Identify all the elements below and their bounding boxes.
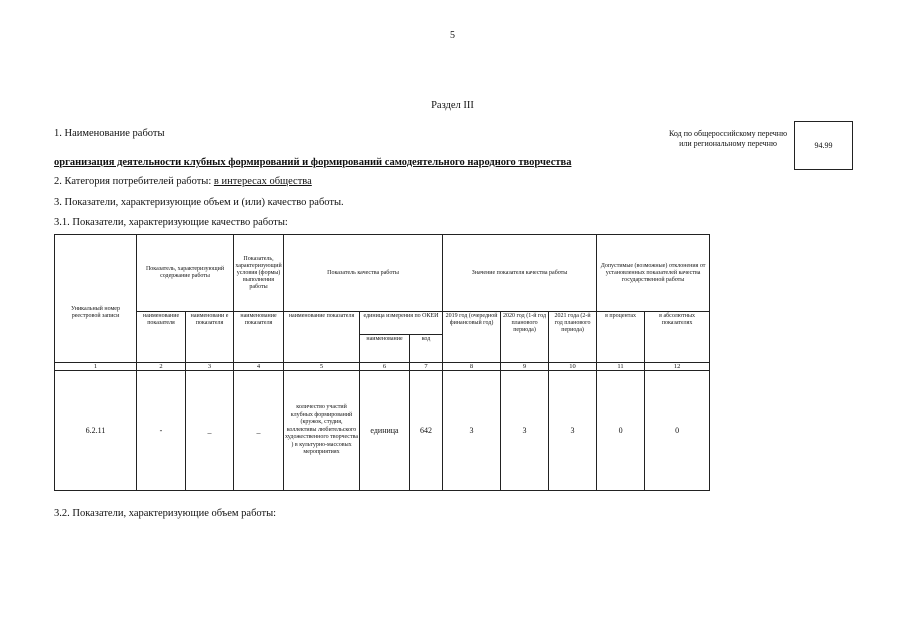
header-name-indicator-2: наименовани е показателя bbox=[186, 312, 234, 363]
work-name-value: организация деятельности клубных формирований и формирований самодеятельного народного творчества bbox=[54, 157, 572, 168]
header-in-percent: в процентах bbox=[597, 312, 645, 363]
section-title: Раздел III bbox=[431, 100, 474, 111]
cell-value-2021: 3 bbox=[549, 371, 597, 491]
cell-value-2020: 3 bbox=[501, 371, 549, 491]
header-year-2019: 2019 год (очередной финансовый год) bbox=[443, 312, 501, 363]
column-number: 11 bbox=[597, 363, 645, 371]
header-row-2 bbox=[55, 312, 710, 335]
header-okei-unit: единица измерения по ОКЕИ bbox=[360, 312, 443, 335]
column-number: 12 bbox=[645, 363, 710, 371]
quality-table bbox=[54, 234, 710, 491]
indicators-heading: 3. Показатели, характеризующие объем и (или) качество работы. bbox=[54, 197, 344, 208]
cell-unit: единица bbox=[360, 371, 410, 491]
cell-value-2019: 3 bbox=[443, 371, 501, 491]
column-number: 9 bbox=[501, 363, 549, 371]
cell-deviation-percent: 0 bbox=[597, 371, 645, 491]
header-quality-value: Значение показателя качества работы bbox=[443, 235, 597, 312]
cell-content-1: - bbox=[137, 371, 186, 491]
column-number: 3 bbox=[186, 363, 234, 371]
registry-code-box bbox=[794, 121, 853, 170]
column-number: 5 bbox=[284, 363, 360, 371]
header-name-indicator-3: наименование показателя bbox=[234, 312, 284, 363]
header-okei-code: код bbox=[410, 335, 443, 363]
registry-code-value: 94.99 bbox=[814, 141, 833, 150]
cell-deviation-absolute: 0 bbox=[645, 371, 710, 491]
quality-heading: 3.1. Показатели, характеризующие качество работы: bbox=[54, 217, 288, 228]
header-deviation: Допустимые (возможные) отклонения от установленных показателей качества государственной работы bbox=[597, 235, 710, 312]
cell-code: 642 bbox=[410, 371, 443, 491]
column-number: 1 bbox=[55, 363, 137, 371]
cell-condition: _ bbox=[234, 371, 284, 491]
header-row-1 bbox=[55, 235, 710, 312]
page-number: 5 bbox=[450, 30, 455, 41]
column-number: 7 bbox=[410, 363, 443, 371]
column-number: 8 bbox=[443, 363, 501, 371]
header-okei-name: наименование bbox=[360, 335, 410, 363]
column-number-row bbox=[55, 363, 710, 371]
consumer-category-value: в интересах общества bbox=[213, 176, 312, 187]
header-in-absolute: в абсолютных показателях bbox=[645, 312, 710, 363]
header-name-indicator-1: наименование показателя bbox=[137, 312, 186, 363]
column-number: 10 bbox=[549, 363, 597, 371]
cell-content-2: _ bbox=[186, 371, 234, 491]
cell-indicator: количество участий клубных формирований (кружок, студия, коллективы любительского художественного творчества ) в культурно-массовых мероприятиях bbox=[284, 371, 360, 491]
header-year-2020: 2020 год (1-й год планового периода) bbox=[501, 312, 549, 363]
column-number: 4 bbox=[234, 363, 284, 371]
registry-code-label: Код по общероссийскому перечню или региональному перечню bbox=[668, 129, 788, 148]
header-unique-number: Уникальный номер реестровой записи bbox=[55, 235, 137, 363]
table-row bbox=[55, 371, 710, 491]
header-conditions-indicator: Показатель, характеризующий условия (формы) выполнения работы bbox=[234, 235, 284, 312]
consumer-category-label: 2. Категория потребителей работы: bbox=[54, 176, 212, 187]
header-quality-name: наименование показателя bbox=[284, 312, 360, 363]
header-quality-indicator: Показатель качества работы bbox=[284, 235, 443, 312]
header-year-2021: 2021 года (2-й год планового периода) bbox=[549, 312, 597, 363]
volume-heading: 3.2. Показатели, характеризующие объем работы: bbox=[54, 508, 277, 519]
header-content-indicator: Показатель, характеризующий содержание работы bbox=[137, 235, 234, 312]
column-number: 2 bbox=[137, 363, 186, 371]
consumer-category bbox=[54, 176, 312, 187]
cell-unique-number: 6.2.11 bbox=[55, 371, 137, 491]
column-number: 6 bbox=[360, 363, 410, 371]
work-name-label: 1. Наименование работы bbox=[54, 128, 165, 139]
